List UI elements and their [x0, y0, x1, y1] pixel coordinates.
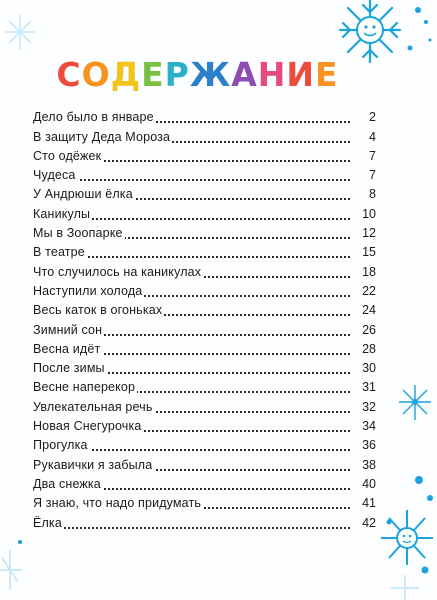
title-letter: О [81, 55, 111, 94]
toc-entry[interactable] [33, 475, 376, 494]
toc-entry[interactable] [33, 224, 376, 243]
toc-entry-page: 26 [362, 322, 376, 337]
toc-entry-title: Два снежка [33, 476, 101, 491]
toc-entry-page: 41 [362, 496, 376, 511]
toc-entry-page: 7 [369, 148, 376, 163]
title-letter: И [286, 55, 316, 94]
toc-entry-page: 32 [362, 399, 376, 414]
toc-entry[interactable] [33, 108, 376, 127]
page-title [0, 55, 395, 94]
toc-entry-page: 22 [362, 283, 376, 298]
toc-entry[interactable] [33, 397, 376, 416]
toc-entry-page: 8 [369, 187, 376, 202]
toc-entry[interactable] [33, 436, 376, 455]
toc-entry-page: 30 [362, 361, 376, 376]
toc-leader-dots [33, 527, 350, 529]
toc-entry-page: 38 [362, 457, 376, 472]
toc-entry-page: 42 [362, 515, 376, 530]
table-of-contents [33, 108, 376, 533]
toc-entry[interactable] [33, 301, 376, 320]
toc-entry-title: В защиту Деда Мороза [33, 129, 171, 144]
toc-entry-page: 12 [362, 226, 376, 241]
toc-entry-page: 2 [369, 110, 376, 125]
toc-entry-title: Что случилось на каникулах [33, 264, 202, 279]
title-letter: Е [315, 55, 339, 94]
toc-entry-page: 24 [362, 303, 376, 318]
toc-entry[interactable] [33, 282, 376, 301]
contents-heading [56, 55, 338, 94]
title-letter: Ж [189, 55, 232, 94]
toc-entry-page: 28 [362, 341, 376, 356]
toc-leader-dots [33, 179, 350, 181]
toc-entry[interactable] [33, 204, 376, 223]
toc-entry[interactable] [33, 494, 376, 513]
snowflake-bottom-left-icon [0, 530, 30, 600]
toc-entry-title: У Андрюши ёлка [33, 187, 133, 202]
title-letter: А [231, 55, 258, 94]
toc-entry-title: Каникулы [33, 206, 91, 221]
toc-entry-page: 34 [362, 419, 376, 434]
snowflake-bottom-right-icon [375, 470, 437, 600]
snowflake-right-middle-icon [395, 380, 437, 430]
toc-entry-title: Ёлка [33, 515, 62, 530]
toc-entry-page: 36 [362, 438, 376, 453]
toc-entry-title: Я знаю, что надо придумать [33, 496, 202, 511]
toc-entry[interactable] [33, 359, 376, 378]
toc-entry-title: Мы в Зоопарке [33, 226, 123, 241]
title-letter: Д [110, 55, 142, 94]
toc-entry-title: Наступили холода [33, 283, 143, 298]
toc-entry[interactable] [33, 243, 376, 262]
toc-entry-title: Сто одёжек [33, 148, 102, 163]
toc-entry[interactable] [33, 166, 376, 185]
toc-entry-title: После зимы [33, 361, 105, 376]
toc-entry-title: В театре [33, 245, 85, 260]
toc-entry[interactable] [33, 378, 376, 397]
toc-entry-title: Весь каток в огоньках [33, 303, 163, 318]
toc-entry-title: Новая Снегурочка [33, 419, 142, 434]
title-letter: Н [257, 55, 287, 94]
title-letter: С [56, 55, 82, 94]
toc-entry-title: Зимний сон [33, 322, 103, 337]
toc-entry-page: 18 [362, 264, 376, 279]
toc-entry-title: Весна идёт [33, 341, 101, 356]
title-letter: Е [141, 55, 165, 94]
toc-entry-page: 7 [369, 168, 376, 183]
toc-entry[interactable] [33, 127, 376, 146]
toc-entry-page: 40 [362, 476, 376, 491]
toc-entry-page: 31 [362, 380, 376, 395]
toc-entry[interactable] [33, 417, 376, 436]
toc-entry[interactable] [33, 262, 376, 281]
toc-entry-title: Весне наперекор [33, 380, 136, 395]
toc-entry-page: 15 [362, 245, 376, 260]
toc-entry-page: 10 [362, 206, 376, 221]
toc-entry[interactable] [33, 455, 376, 474]
toc-entry[interactable] [33, 185, 376, 204]
toc-entry-title: Чудеса [33, 168, 76, 183]
toc-entry-title: Рукавички я забыла [33, 457, 153, 472]
title-letter: Р [164, 55, 190, 94]
toc-entry[interactable] [33, 340, 376, 359]
toc-entry[interactable] [33, 513, 376, 532]
toc-entry-page: 4 [369, 129, 376, 144]
toc-entry-title: Прогулка [33, 438, 88, 453]
snowflake-small-left-icon [0, 10, 45, 60]
toc-entry[interactable] [33, 147, 376, 166]
toc-entry-title: Дело было в январе [33, 110, 154, 125]
toc-entry[interactable] [33, 320, 376, 339]
toc-entry-title: Увлекательная речь [33, 399, 153, 414]
